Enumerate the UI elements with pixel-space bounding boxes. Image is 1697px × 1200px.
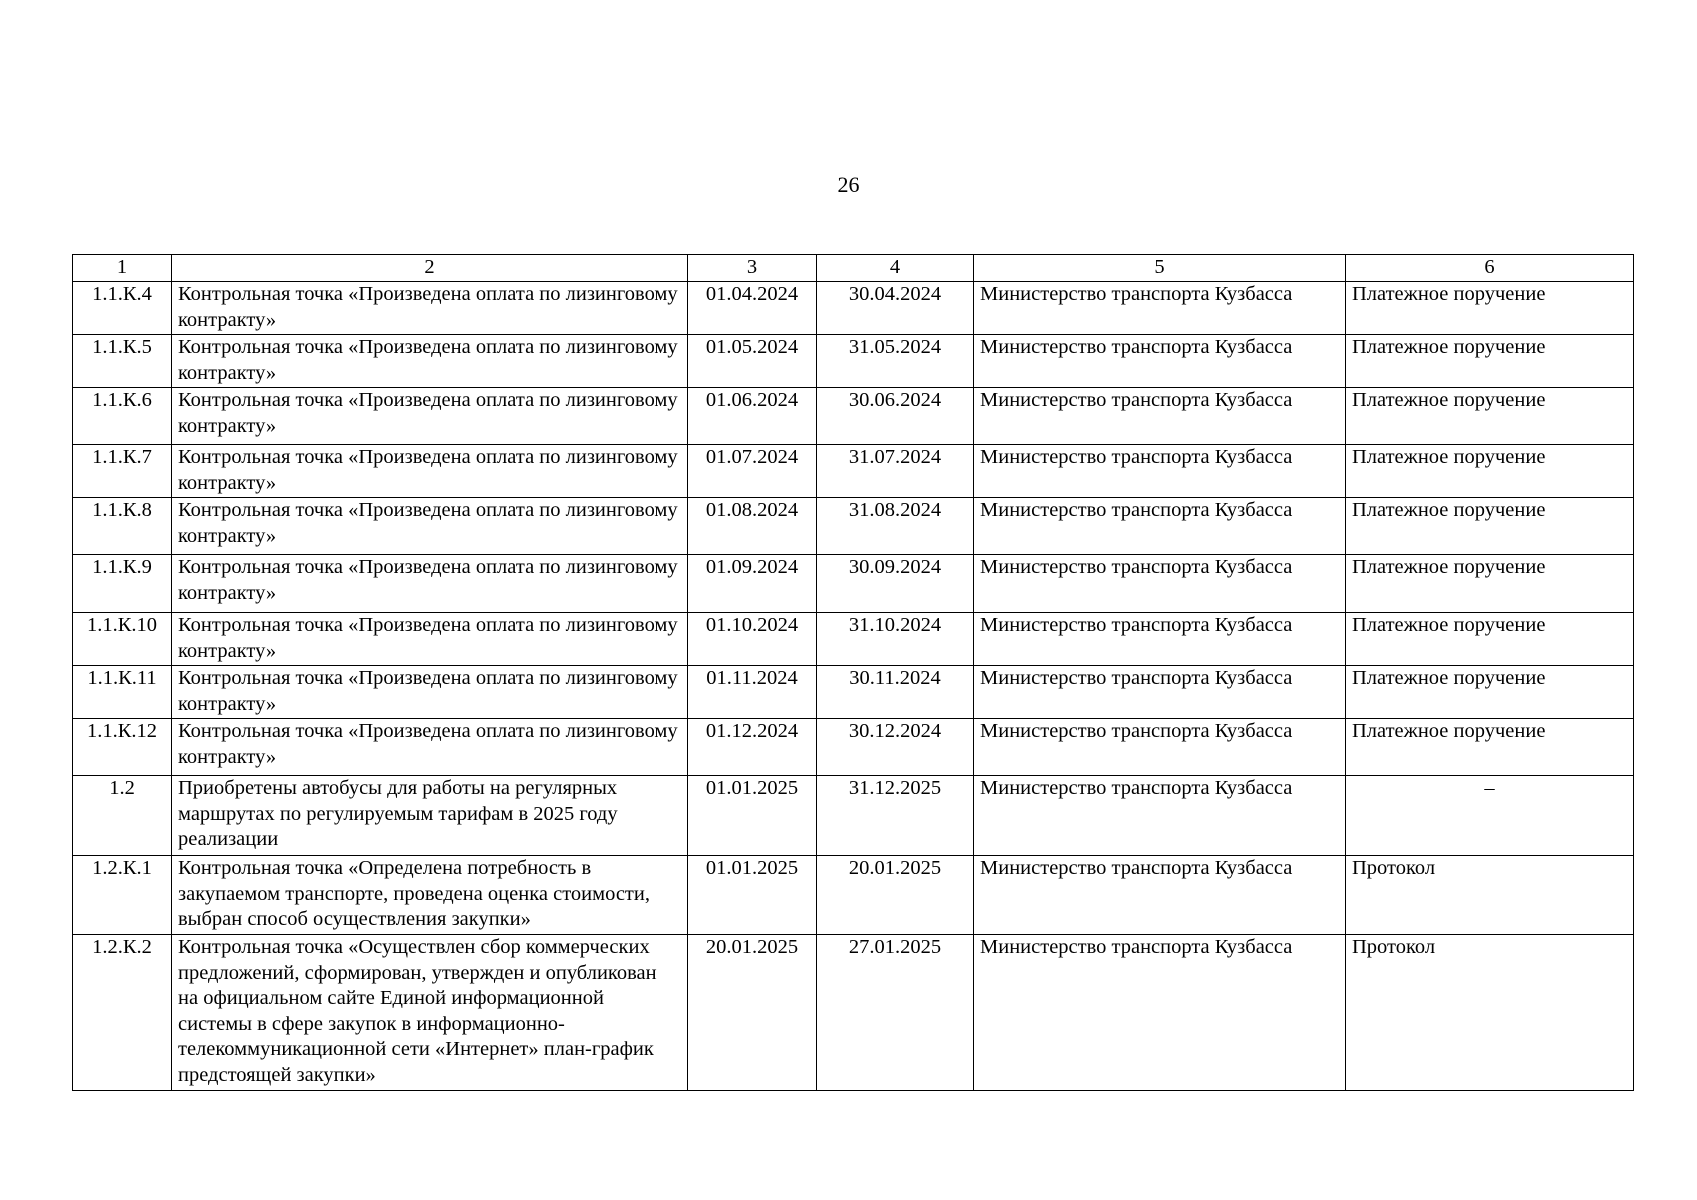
cell-responsible: Министерство транспорта Кузбасса xyxy=(974,388,1346,445)
column-header: 5 xyxy=(974,255,1346,282)
cell-end-date: 30.12.2024 xyxy=(817,719,974,776)
table-row xyxy=(73,498,1634,555)
cell-description: Контрольная точка «Осуществлен сбор коммерческих предложений, сформирован, утвержден и опубликован на официальном сайте Единой информационной системы в сфере закупок в информационно-телекоммуникационной сети «Интернет» план-график предстоящей закупки» xyxy=(172,935,688,1091)
cell-start-date: 01.01.2025 xyxy=(688,856,817,935)
cell-description: Контрольная точка «Произведена оплата по лизинговому контракту» xyxy=(172,498,688,555)
table-row xyxy=(73,282,1634,335)
table-row xyxy=(73,856,1634,935)
table-row xyxy=(73,445,1634,498)
cell-document: Платежное поручение xyxy=(1346,335,1634,388)
column-header: 6 xyxy=(1346,255,1634,282)
cell-document: Платежное поручение xyxy=(1346,613,1634,666)
cell-document: Платежное поручение xyxy=(1346,388,1634,445)
cell-number: 1.2 xyxy=(73,776,172,856)
cell-document: Платежное поручение xyxy=(1346,555,1634,613)
cell-number: 1.1.К.8 xyxy=(73,498,172,555)
cell-start-date: 01.10.2024 xyxy=(688,613,817,666)
table-row xyxy=(73,776,1634,856)
cell-end-date: 31.05.2024 xyxy=(817,335,974,388)
table-header-row xyxy=(73,255,1634,282)
cell-responsible: Министерство транспорта Кузбасса xyxy=(974,856,1346,935)
cell-description: Контрольная точка «Произведена оплата по лизинговому контракту» xyxy=(172,555,688,613)
table-row xyxy=(73,613,1634,666)
cell-number: 1.1.К.11 xyxy=(73,666,172,719)
cell-number: 1.1.К.10 xyxy=(73,613,172,666)
cell-start-date: 01.06.2024 xyxy=(688,388,817,445)
cell-end-date: 31.10.2024 xyxy=(817,613,974,666)
cell-responsible: Министерство транспорта Кузбасса xyxy=(974,613,1346,666)
cell-document: Платежное поручение xyxy=(1346,445,1634,498)
page-number: 26 xyxy=(837,172,860,197)
cell-document: – xyxy=(1346,776,1634,856)
cell-start-date: 20.01.2025 xyxy=(688,935,817,1091)
cell-responsible: Министерство транспорта Кузбасса xyxy=(974,719,1346,776)
cell-responsible: Министерство транспорта Кузбасса xyxy=(974,555,1346,613)
cell-responsible: Министерство транспорта Кузбасса xyxy=(974,335,1346,388)
cell-number: 1.1.К.12 xyxy=(73,719,172,776)
cell-document: Протокол xyxy=(1346,935,1634,1091)
table-row xyxy=(73,935,1634,1091)
cell-end-date: 30.09.2024 xyxy=(817,555,974,613)
cell-start-date: 01.12.2024 xyxy=(688,719,817,776)
table-row xyxy=(73,388,1634,445)
cell-start-date: 01.01.2025 xyxy=(688,776,817,856)
cell-end-date: 31.07.2024 xyxy=(817,445,974,498)
cell-description: Приобретены автобусы для работы на регулярных маршрутах по регулируемым тарифам в 2025 году реализации xyxy=(172,776,688,856)
cell-number: 1.1.К.6 xyxy=(73,388,172,445)
table-row xyxy=(73,719,1634,776)
cell-end-date: 31.12.2025 xyxy=(817,776,974,856)
cell-start-date: 01.08.2024 xyxy=(688,498,817,555)
schedule-table xyxy=(72,254,1634,1091)
cell-document: Платежное поручение xyxy=(1346,282,1634,335)
cell-start-date: 01.05.2024 xyxy=(688,335,817,388)
table-row xyxy=(73,335,1634,388)
cell-document: Платежное поручение xyxy=(1346,719,1634,776)
cell-description: Контрольная точка «Определена потребность в закупаемом транспорте, проведена оценка стоимости, выбран способ осуществления закупки» xyxy=(172,856,688,935)
cell-responsible: Министерство транспорта Кузбасса xyxy=(974,776,1346,856)
cell-end-date: 30.04.2024 xyxy=(817,282,974,335)
cell-start-date: 01.04.2024 xyxy=(688,282,817,335)
cell-description: Контрольная точка «Произведена оплата по лизинговому контракту» xyxy=(172,282,688,335)
cell-number: 1.1.К.4 xyxy=(73,282,172,335)
cell-description: Контрольная точка «Произведена оплата по лизинговому контракту» xyxy=(172,666,688,719)
cell-end-date: 31.08.2024 xyxy=(817,498,974,555)
cell-document: Протокол xyxy=(1346,856,1634,935)
cell-end-date: 27.01.2025 xyxy=(817,935,974,1091)
cell-document: Платежное поручение xyxy=(1346,498,1634,555)
cell-responsible: Министерство транспорта Кузбасса xyxy=(974,282,1346,335)
column-header: 3 xyxy=(688,255,817,282)
cell-start-date: 01.11.2024 xyxy=(688,666,817,719)
cell-description: Контрольная точка «Произведена оплата по лизинговому контракту» xyxy=(172,445,688,498)
cell-description: Контрольная точка «Произведена оплата по лизинговому контракту» xyxy=(172,335,688,388)
cell-description: Контрольная точка «Произведена оплата по лизинговому контракту» xyxy=(172,613,688,666)
cell-description: Контрольная точка «Произведена оплата по лизинговому контракту» xyxy=(172,719,688,776)
column-header: 2 xyxy=(172,255,688,282)
cell-number: 1.1.К.9 xyxy=(73,555,172,613)
cell-number: 1.1.К.5 xyxy=(73,335,172,388)
cell-number: 1.1.К.7 xyxy=(73,445,172,498)
cell-number: 1.2.К.2 xyxy=(73,935,172,1091)
cell-end-date: 30.11.2024 xyxy=(817,666,974,719)
cell-number: 1.2.К.1 xyxy=(73,856,172,935)
cell-responsible: Министерство транспорта Кузбасса xyxy=(974,666,1346,719)
cell-description: Контрольная точка «Произведена оплата по лизинговому контракту» xyxy=(172,388,688,445)
table-row xyxy=(73,666,1634,719)
column-header: 4 xyxy=(817,255,974,282)
cell-responsible: Министерство транспорта Кузбасса xyxy=(974,445,1346,498)
cell-end-date: 20.01.2025 xyxy=(817,856,974,935)
cell-start-date: 01.09.2024 xyxy=(688,555,817,613)
column-header: 1 xyxy=(73,255,172,282)
cell-start-date: 01.07.2024 xyxy=(688,445,817,498)
cell-document: Платежное поручение xyxy=(1346,666,1634,719)
cell-responsible: Министерство транспорта Кузбасса xyxy=(974,935,1346,1091)
table-row xyxy=(73,555,1634,613)
cell-end-date: 30.06.2024 xyxy=(817,388,974,445)
cell-responsible: Министерство транспорта Кузбасса xyxy=(974,498,1346,555)
